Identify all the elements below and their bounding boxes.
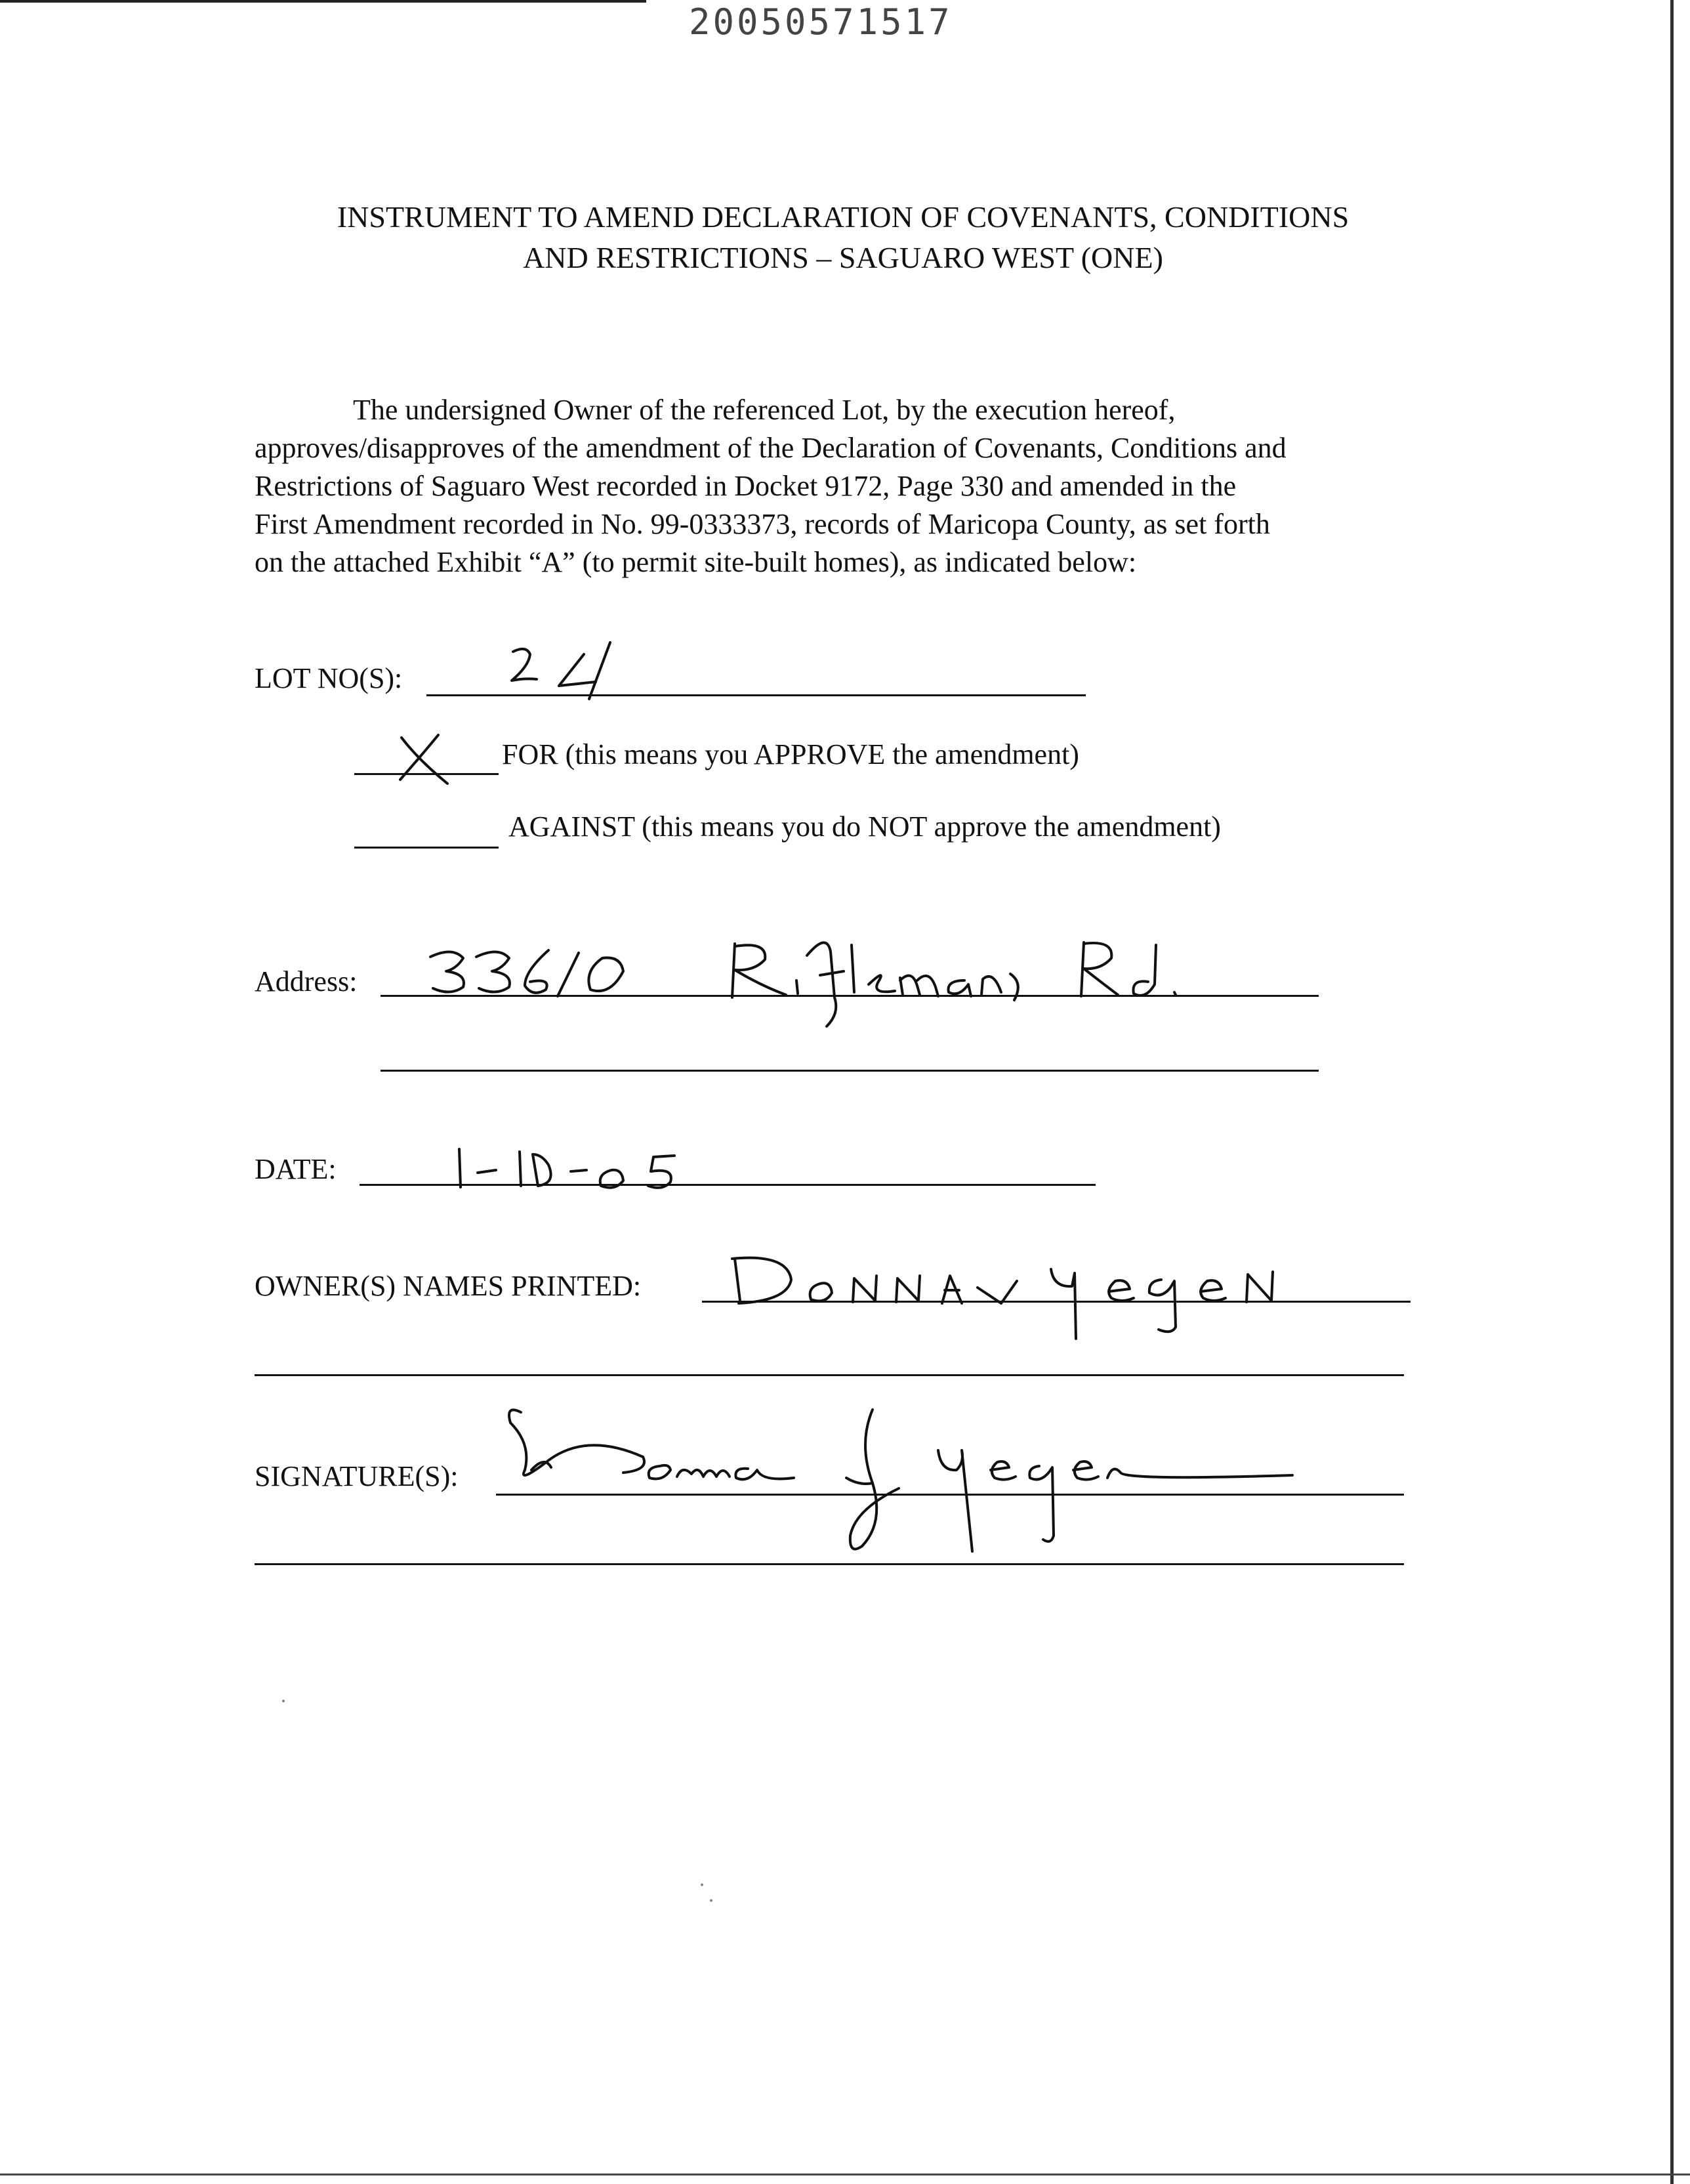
- scan-edge-bottom: [0, 2174, 1690, 2175]
- scan-edge-right: [1670, 0, 1674, 2184]
- title-line-2: AND RESTRICTIONS – SAGUARO WEST (ONE): [523, 241, 1163, 274]
- for-option-label: FOR (this means you APPROVE the amendment): [502, 738, 1079, 770]
- against-checkbox-line[interactable]: [354, 847, 499, 849]
- address-line-2[interactable]: [381, 1070, 1319, 1072]
- date-label: DATE:: [255, 1153, 337, 1185]
- scan-edge-top: [0, 0, 646, 3]
- for-x-mark: [387, 728, 459, 788]
- signature-label: SIGNATURE(S):: [255, 1460, 459, 1492]
- body-line: First Amendment recorded in No. 99-0333373, records of Maricopa County, as set forth: [255, 508, 1270, 540]
- document-title: [197, 197, 1489, 278]
- scan-speck: [282, 1700, 285, 1702]
- signature-line-2[interactable]: [255, 1563, 1404, 1565]
- scan-speck: [710, 1899, 712, 1902]
- recording-number: 20050571517: [689, 1, 953, 43]
- owner-names-label: OWNER(S) NAMES PRINTED:: [255, 1270, 642, 1302]
- address-handwriting: [426, 932, 1227, 1030]
- body-line: approves/disapproves of the amendment of the Declaration of Covenants, Conditions and: [255, 432, 1287, 464]
- body-line: The undersigned Owner of the referenced Lot, by the execution hereof,: [353, 394, 1176, 426]
- lot-number-handwriting: [485, 640, 636, 702]
- signature-handwriting: [505, 1404, 1306, 1562]
- scan-speck: [701, 1883, 703, 1886]
- against-option-label: AGAINST (this means you do NOT approve the amendment): [508, 810, 1221, 843]
- title-line-1: INSTRUMENT TO AMEND DECLARATION OF COVENANTS, CONDITIONS: [337, 200, 1350, 234]
- address-label: Address:: [255, 965, 358, 998]
- body-line: Restrictions of Saguaro West recorded in Docket 9172, Page 330 and amended in the: [255, 470, 1237, 502]
- body-paragraph: [255, 391, 1501, 581]
- body-line: on the attached Exhibit “A” (to permit site-built homes), as indicated below:: [255, 546, 1137, 578]
- date-handwriting: [446, 1145, 735, 1204]
- owner-names-line-2[interactable]: [255, 1374, 1404, 1376]
- lot-number-label: LOT NO(S):: [255, 662, 403, 694]
- owner-names-handwriting: [728, 1247, 1332, 1345]
